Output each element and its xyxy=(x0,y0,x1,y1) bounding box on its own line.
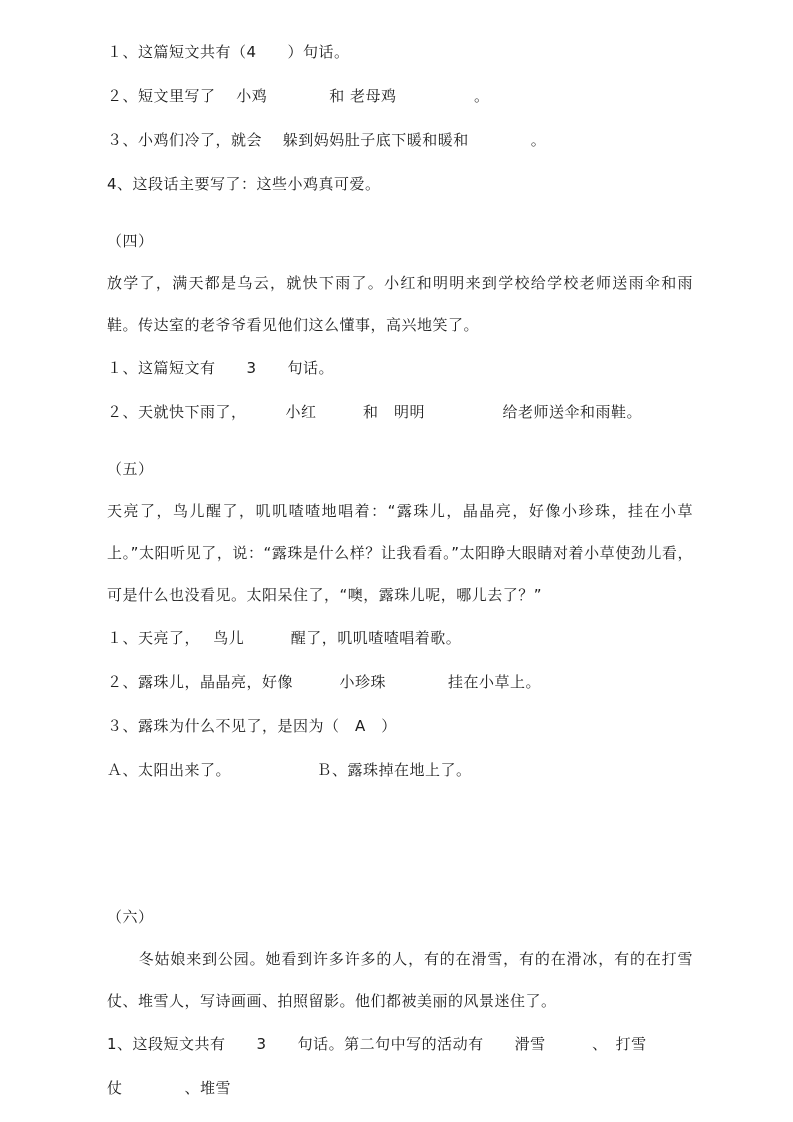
question-line-1: １、这篇短文共有（4 ）句话。 xyxy=(107,43,350,61)
section4-passage: 放学了，满天都是乌云，就快下雨了。小红和明明来到学校给学校老师送雨伞和雨鞋。传达室的老爷爷看见他们这么懂事，高兴地笑了。 xyxy=(107,274,693,334)
section4-question-1: １、这篇短文有 3 句话。 xyxy=(107,359,335,377)
section5-passage: 天亮了，鸟儿醒了，叽叽喳喳地唱着：“露珠儿，晶晶亮，好像小珍珠，挂在小草上。”太阳听见了，说：“露珠是什么样？让我看看。”太阳睁大眼睛对着小草使劲儿看，可是什么也没看见。太阳呆住了，“噢，露珠儿呢，哪儿去了？” xyxy=(107,502,693,604)
section-heading-4: （四） xyxy=(107,232,154,250)
section4-question-2: ２、天就快下雨了， 小红 和 明明 给老师送伞和雨鞋。 xyxy=(107,403,643,421)
section5-question-2: ２、露珠儿，晶晶亮，好像 小珍珠 挂在小草上。 xyxy=(107,673,542,691)
question-line-4: 4、这段话主要写了：这些小鸡真可爱。 xyxy=(107,175,381,193)
section6-question-1: 1、这段短文共有 3 句话。第二句中写的活动有 滑雪 、 打雪仗 、堆雪 xyxy=(107,1035,647,1097)
section5-question-3: ３、露珠为什么不见了，是因为（ A ） xyxy=(107,717,397,735)
question-line-2: ２、短文里写了 小鸡 和 老母鸡 。 xyxy=(107,87,490,105)
section5-question-1: １、天亮了， 鸟儿 醒了，叽叽喳喳唱着歌。 xyxy=(107,629,462,647)
question-line-3: ３、小鸡们冷了，就会 躲到妈妈肚子底下暖和暖和 。 xyxy=(107,131,547,149)
section5-answer-options: Ａ、太阳出来了。 Ｂ、露珠掉在地上了。 xyxy=(107,761,472,779)
section-heading-5: （五） xyxy=(107,460,154,478)
section6-passage: 冬姑娘来到公园。她看到许多许多的人，有的在滑雪，有的在滑冰，有的在打雪仗、堆雪人，写诗画画、拍照留影。他们都被美丽的风景迷住了。 xyxy=(107,950,693,1010)
section-heading-6: （六） xyxy=(107,908,154,926)
